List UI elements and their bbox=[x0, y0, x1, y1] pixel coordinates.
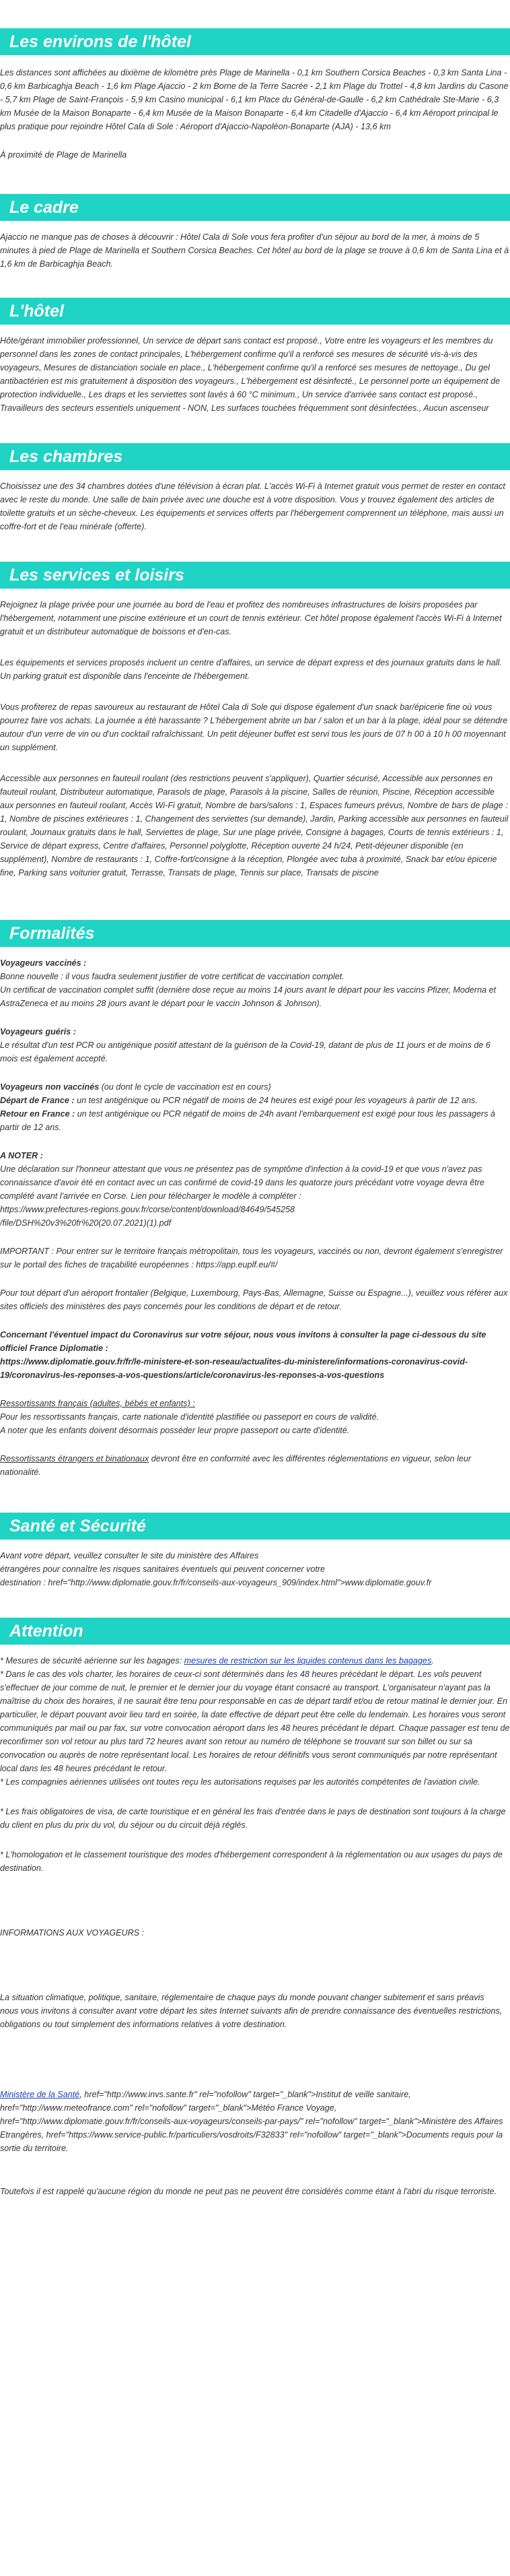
paragraph: Les distances sont affichées au dixième de kilomètre près Plage de Marinella - 0,1 km Southern Corsica Beaches - 0,3 km Santa Lina - 0,6 km Barbicaghja Beach - 1,6 km Plage Ajaccio - 2 km Borne de la Terre Sacrée - 2,1 km Plage du Trottel - 4,8 km Jardins du Casone - 5,7 km Plage de Saint-François - 5,9 km Casino municipal - 6,1 km Place du Général-de-Gaulle - 6,2 km Cathédrale Ste-Marie - 6,3 km Musée de la Maison Bonaparte - 6,4 km Musée de la Maison Bonaparte - 6,4 km Citadelle d'Ajaccio - 6,4 km Aéroport principal le plus pratique pour rejoindre Hôtel Cala di Sole : Aéroport d'Ajaccio-Napoléon-Bonaparte (AJA) - 13,6 km bbox=[0, 68, 509, 131]
note-heading: A NOTER : bbox=[0, 1151, 43, 1160]
liquids-restriction-link[interactable]: mesures de restriction sur les liquides contenus dans les bagages bbox=[184, 1656, 432, 1665]
section-cadre bbox=[0, 182, 510, 271]
foreign-nationals-block bbox=[0, 1452, 510, 1479]
section-formalites bbox=[0, 900, 510, 1479]
paragraph: Rejoignez la plage privée pour une journée au bord de l'eau et profitez des nombreuses infrastructures de loisirs proposées par l'hébergement, notamment une piscine extérieure et un court de tennis extérieur. Cet hôtel propose également l'accès Wi-Fi à Internet gratuit et un distributeur automatique de boissons et d'en-cas. bbox=[0, 600, 502, 636]
departure-text: un test antigénique ou PCR négatif de moins de 24 heures est exigé pour les voyageurs à partir de 12 ans. bbox=[74, 1096, 478, 1105]
french-nationals-heading: Ressortissants français (adultes, bébés et enfants) : bbox=[0, 1399, 195, 1408]
security-intro: * Mesures de sécurité aérienne sur les bagages: bbox=[0, 1656, 184, 1665]
paragraph: * Les frais obligatoires de visa, de carte touristique et en général les frais d'entrée dans le pays de destination sont toujours à la charge du client en plus du prix du vol, du séjour ou du circuit déjà réglés. bbox=[0, 1807, 506, 1830]
links-text: , href="http://www.invs.sante.fr" rel="nofollow" target="_blank">Institut de veille sanitaire, href="http://www.meteofrance.com" rel="nofollow" target="_blank">Météo France Voyage, href="http://www.diplomatie.gouv.fr/fr/conseils-aux-voyageurs/conseils-par-pays/" rel="nofollow" target="_blank">Ministère des Affaires Etrangères, href="https://www.service-public.fr/particuliers/vosdroits/F32833" rel="nofollow" target="_blank">Documents requis pour la sortie du territoire. bbox=[0, 2090, 503, 2153]
section-title: Les environs de l'hôtel bbox=[0, 28, 510, 55]
paragraph: Ajaccio ne manque pas de choses à découvrir : Hôtel Cala di Sole vous fera profiter d'un séjour au bord de la mer, à moins de 5 minutes à pied de Plage de Marinella et Southern Corsica Beaches. Cet hôtel au bord de la plage se trouve à 0,6 km de Santa Lina et à 1,6 km de Barbicaghja Beach. bbox=[0, 232, 509, 269]
paragraph: Vous profiterez de repas savoureux au restaurant de Hôtel Cala di Sole qui dispose également d'un snack bar/épicerie fine où vous pourrez faire vos achats. La journée a été harassante ? L'hébergement abrite un bar / salon et un bar à la plage, idéal pour se détendre autour d'un verre de vin ou d'un cocktail rafraîchissant. Un petit déjeuner buffet est servi tous les jours de 07 h 00 à 10 h 00 moyennant un supplément. bbox=[0, 702, 508, 752]
section-attention bbox=[0, 1610, 510, 2198]
paragraph: Toutefois il est rappelé qu'aucune région du monde ne peut pas ne peuvent être considérés comme étant à l'abri du risque terroriste. bbox=[0, 2187, 497, 2196]
return-text: un test antigénique ou PCR négatif de moins de 24h avant l'embarquement est exigé pour tous les passagers à partir de 12 ans. bbox=[0, 1109, 496, 1132]
note-block bbox=[0, 1149, 510, 1230]
ministry-health-link[interactable]: Ministère de la Santé bbox=[0, 2090, 80, 2099]
section-title: Formalités bbox=[0, 920, 510, 947]
section-environs bbox=[0, 0, 510, 162]
unvaccinated-heading: Voyageurs non vaccinés bbox=[0, 1082, 100, 1092]
important-text: IMPORTANT : Pour entrer sur le territoire français métropolitain, tous les voyageurs, vaccinés ou non, devront également s'enregistrer sur le portail des fiches de traçabilité européennes : https://app.euplf.eu/#/ bbox=[0, 1247, 503, 1269]
section-title: Santé et Sécurité bbox=[0, 1513, 510, 1540]
paragraph: Choisissez une des 34 chambres dotées d'une télévision à écran plat. L'accès Wi-Fi à Internet gratuit vous permet de rester en contact avec le reste du monde. Une salle de bain privée avec une douche est à votre disposition. Vous y trouvez également des articles de toilette gratuits et un sèche-cheveux. Les équipements et services offerts par l'hébergement comprennent un téléphone, mais aussi un coffre-fort et de l'eau minérale (offerte). bbox=[0, 482, 505, 531]
paragraph: Les équipements et services proposés incluent un centre d'affaires, un service de départ express et des journaux gratuits dans le hall. Un parking gratuit est disponible dans l'enceinte de l'hébergement. bbox=[0, 658, 502, 681]
section-title: L'hôtel bbox=[0, 298, 510, 325]
paragraph: Accessible aux personnes en fauteuil roulant (des restrictions peuvent s'appliquer), Quartier sécurisé, Accessible aux personnes en fauteuil roulant, Distributeur automatique, Parasols de plage, Parasols à la piscine, Salles de réunion, Piscine, Réception accessible aux personnes en fauteuil roulant, Accès Wi-Fi gratuit, Nombre de bars/salons : 1, Espaces fumeurs prévus, Nombre de bars de plage : 1, Nombre de piscines extérieures : 1, Changement des serviettes (sur demande), Jardin, Parking accessible aux personnes en fauteuil roulant, Journaux gratuits dans le hall, Serviettes de plage, Sur une plage privée, Consigne à bagages, Courts de tennis extérieurs : 1, Service de départ express, Centre d'affaires, Personnel polyglotte, Réception ouverte 24 h/24, Petit-déjeuner disponible (en supplément), Nombre de restaurants : 1, Coffre-fort/consigne à la réception, Plongée avec tuba à proximité, Snack bar et/ou épicerie fine, Parking sans voiturier gratuit, Terrasse, Transats de plage, Tennis sur place, Transats de piscine bbox=[0, 774, 509, 878]
vaccinated-block bbox=[0, 956, 510, 1010]
note-text: Une déclaration sur l'honneur attestant que vous ne présentez pas de symptôme d'infection à la covid-19 et que vous n'avez pas connaissance d'avoir été en contact avec un cas confirmé de covid-19 dans les quatorze jours précédant votre voyage devra être complété avant l'arrivée en Corse. Lien pour télécharger le modèle à compléter : https://www.prefectures-regions.gouv.fr/corse/content/download/84649/545258 /file/DSH%20v3%20fr%20(20.07.2021)(1).pdf bbox=[0, 1164, 484, 1228]
section-hotel bbox=[0, 291, 510, 415]
paragraph: Avant votre départ, veuillez consulter le site du ministère des Affaires étrangères pour connaître les risques sanitaires éventuels qui peuvent concerner votre destination : href="http://www.diplomatie.gouv.fr/fr/conseils-aux-voyageurs_909/index.html">www.diplomatie.gouv.fr bbox=[0, 1551, 432, 1587]
paragraph: La situation climatique, politique, sanitaire, réglementaire de chaque pays du monde pouvant changer subitement et sans préavis nous vous invitons à consulter avant votre départ les sites Internet suivants afin de prendre connaissance des éventuelles restrictions, obligations ou tout simplement des informations relatives à votre destination. bbox=[0, 1993, 503, 2029]
border-airport-text: Pour tout départ d'un aéroport frontalier (Belgique, Luxembourg, Pays-Bas, Allemagne, Suisse ou Espagne...), veuillez vous référer aux sites officiels des ministères des pays concernés pour les conditions de départ et de retour. bbox=[0, 1288, 508, 1311]
section-title: Les chambres bbox=[0, 443, 510, 470]
foreign-nationals-heading: Ressortissants étrangers et binationaux bbox=[0, 1454, 149, 1463]
section-sante bbox=[0, 1499, 510, 1589]
recovered-block bbox=[0, 1025, 510, 1065]
paragraph bbox=[0, 1654, 510, 1789]
recovered-text: Le résultat d'un test PCR ou antigénique positif attestant de la guérison de la Covid-19, datant de plus de 11 jours et de moins de 6 mois est également accepté. bbox=[0, 1041, 490, 1063]
section-chambres bbox=[0, 435, 510, 533]
french-nationals-block bbox=[0, 1397, 510, 1437]
vaccinated-text: Bonne nouvelle : il vous faudra seulement justifier de votre certificat de vaccination complet. Un certificat de vaccination complet suffit (dernière dose reçue au moins 14 jours avant le départ pour les vaccins Pfizer, Moderna et AstraZeneca et au moins 28 jours avant le départ pour le vaccin Johnson & Johnson). bbox=[0, 972, 497, 1008]
foreign-nationals-text: devront être en conformité avec les différentes réglementations en vigueur, selon leur nationalité. bbox=[0, 1454, 472, 1477]
return-heading: Retour en France : bbox=[0, 1109, 75, 1119]
vaccinated-heading: Voyageurs vaccinés : bbox=[0, 958, 87, 968]
section-title: Les services et loisirs bbox=[0, 562, 510, 589]
paragraph: * L'homologation et le classement touristique des modes d'hébergement correspondent à la réglementation ou aux usages du pays de destination. bbox=[0, 1850, 503, 1873]
section-title: Le cadre bbox=[0, 194, 510, 221]
departure-heading: Départ de France : bbox=[0, 1096, 75, 1105]
recovered-heading: Voyageurs guéris : bbox=[0, 1027, 76, 1036]
paragraph: À proximité de Plage de Marinella bbox=[0, 150, 127, 160]
section-services bbox=[0, 554, 510, 880]
french-nationals-text: Pour les ressortissants français, carte nationale d'identité plastifiée ou passeport en cours de validité. A noter que les enfants doivent désormais posséder leur propre passeport ou carte d'identité. bbox=[0, 1412, 379, 1435]
paragraph: Hôte/gérant immobilier professionnel, Un service de départ sans contact est proposé., Votre entre les voyageurs et les membres du personnel dans les zones de contact principales, L'hébergement confirme qu'il a renforcé ses mesures de sécurité vis-à-vis des voyageurs, Mesures de distanciation sociale en place., L'hébergement confirme qu'il a renforcé ses mesures de nettoyage., Du gel antibactérien est mis gratuitement à disposition des voyageurs., L'hébergement est désinfecté., Le personnel porte un équipement de protection individuelle., Les draps et les serviettes sont lavés à 60 °C minimum., Un service d'arrivée sans contact est proposé., Travailleurs des secteurs essentiels uniquement - NON, Les surfaces touchées fréquemment sont désinfectées., Aucun ascenseur bbox=[0, 336, 501, 413]
unvaccinated-note: (ou dont le cycle de vaccination est en cours) bbox=[99, 1082, 271, 1092]
paragraph bbox=[0, 2088, 510, 2155]
paragraph: INFORMATIONS AUX VOYAGEURS : bbox=[0, 1928, 145, 1938]
charter-text: . * Dans le cas des vols charter, les horaires de ceux-ci sont déterminés dans les 48 heures précédant le départ. Les vols peuvent s'effectuer de jour comme de nuit, le premier et le dernier jour du voyage étant consacré au transport. L'organisateur n'ayant pas la maîtrise du choix des horaires, il ne saurait être tenu pour responsable en cas de départ tardif et/ou de retour matinal le dernier jour. En particulier, le départ pouvant avoir lieu tard en soirée, la date effective de départ peut être celle du lendemain. Les horaires vous seront communiqués par mail ou par fax, sur votre convocation aéroport dans les 48 heures précédant le départ. Chaque passager est tenu de reconfirmer son vol retour au plus tard 72 heures avant son retour au numéro de téléphone se trouvant sur son billet ou sur sa convocation ou auprès de notre représentant local. Les horaires de retour définitifs vous seront communiqués par notre représentant local dans les 48 heures précédant le retour. * Les compagnies aériennes utilisées ont toutes reçu les autorisations requises par les autorités compétentes de l'aviation civile. bbox=[0, 1656, 510, 1787]
section-title: Attention bbox=[0, 1618, 510, 1645]
unvaccinated-block bbox=[0, 1080, 510, 1134]
coronavirus-text: Concernant l'éventuel impact du Coronavirus sur votre séjour, nous vous invitons à consulter la page ci-dessous du site officiel France Diplomatie : https://www.diplomatie.gouv.fr/fr/le-ministere-et-son-reseau/actualites-du-ministere/informations-coronavirus-covid-19/coronavirus-les-reponses-a-vos-questions/article/coronavirus-les-reponses-a-vos-questions bbox=[0, 1330, 486, 1380]
